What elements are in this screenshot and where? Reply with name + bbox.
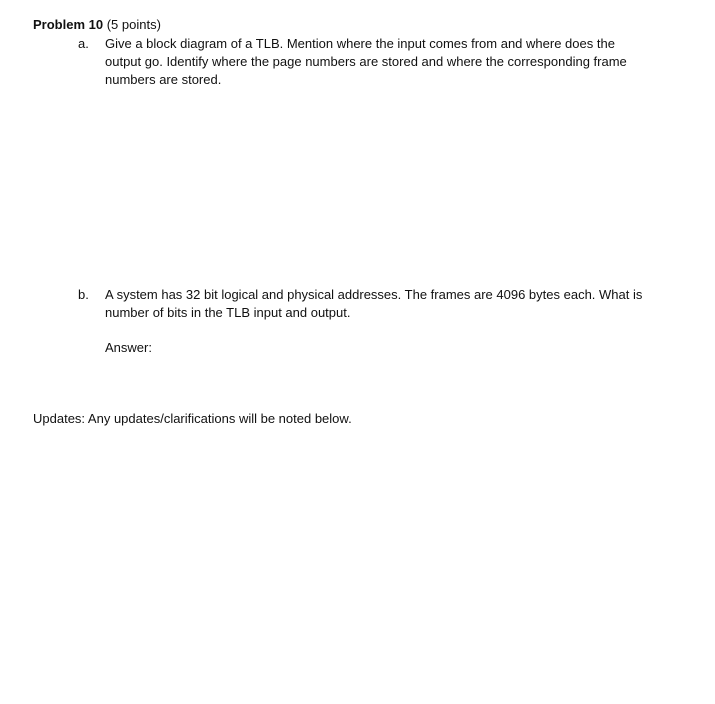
part-a-text	[105, 35, 668, 89]
problem-heading	[33, 16, 161, 34]
part-b-line-2: number of bits in the TLB input and output.	[105, 305, 351, 320]
part-a-line-3: numbers are stored.	[105, 72, 222, 87]
part-a-line-1: Give a block diagram of a TLB. Mention where the input comes from and where does the	[105, 36, 615, 51]
part-a-line-2: output go. Identify where the page numbers are stored and where the corresponding frame	[105, 54, 627, 69]
part-b-line-1: A system has 32 bit logical and physical addresses. The frames are 4096 bytes each. What is	[105, 287, 643, 302]
answer-label: Answer:	[105, 340, 152, 355]
updates-note: Updates: Any updates/clarifications will be noted below.	[33, 411, 352, 426]
problem-title: Problem 10	[33, 17, 104, 32]
problem-points: (5 points)	[106, 17, 161, 32]
part-b-marker: b.	[78, 287, 89, 302]
part-b-text	[105, 286, 668, 322]
part-a-marker: a.	[78, 36, 89, 51]
part-a	[78, 35, 668, 89]
part-b	[78, 286, 668, 322]
